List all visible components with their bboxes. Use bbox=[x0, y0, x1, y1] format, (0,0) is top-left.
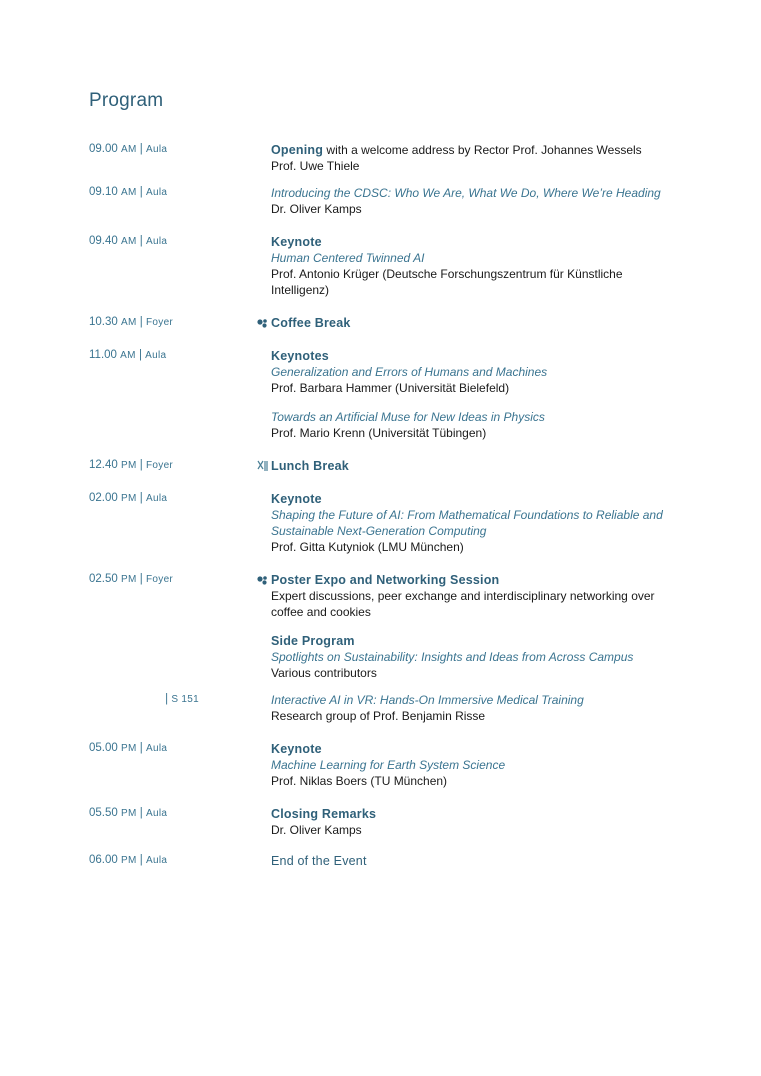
program-entry bbox=[89, 572, 689, 681]
entry-room: Foyer bbox=[146, 317, 174, 328]
side-program-heading: Side Program bbox=[271, 634, 355, 648]
entry-time-separator: | bbox=[139, 742, 143, 754]
program-entry bbox=[89, 348, 689, 441]
entry-time-ampm: PM bbox=[120, 855, 137, 866]
entry-body bbox=[199, 572, 689, 681]
entry-time-value: 10.30 bbox=[89, 316, 118, 328]
entry-time-ampm: PM bbox=[120, 808, 137, 819]
entry-time bbox=[89, 185, 199, 198]
entry-subhead: Shaping the Future of AI: From Mathematical Foundations to Reliable and Sustainable Next-Generation Computing bbox=[271, 508, 663, 538]
entry-time-separator: | bbox=[139, 316, 143, 328]
entry-time bbox=[89, 315, 199, 328]
entry-time-value: 05.00 bbox=[89, 742, 118, 754]
entry-time-value: 02.50 bbox=[89, 573, 118, 585]
entry-detail: Dr. Oliver Kamps bbox=[271, 202, 362, 216]
program-entry bbox=[89, 491, 689, 555]
entry-heading-rest: with a welcome address by Rector Prof. Johannes Wessels bbox=[323, 143, 642, 157]
entry-extra bbox=[271, 409, 689, 441]
entry-body bbox=[199, 234, 689, 298]
program-entry bbox=[89, 234, 689, 298]
entry-heading: Keynotes bbox=[271, 349, 329, 363]
entry-time bbox=[89, 491, 199, 504]
entry-time-separator: | bbox=[139, 854, 143, 866]
side-program bbox=[271, 633, 689, 681]
entry-detail: Prof. Uwe Thiele bbox=[271, 159, 360, 173]
entry-body bbox=[199, 348, 689, 441]
entry-room: Aula bbox=[146, 743, 168, 754]
entry-time-ampm: PM bbox=[120, 574, 137, 585]
program-entry bbox=[89, 853, 689, 869]
entry-subhead: Introducing the CDSC: Who We Are, What We Do, Where We’re Heading bbox=[271, 186, 661, 200]
entry-heading bbox=[271, 142, 689, 158]
entry-room: Aula bbox=[145, 350, 167, 361]
entry-room: Foyer bbox=[146, 574, 174, 585]
entry-extra-detail: Prof. Mario Krenn (Universität Tübingen) bbox=[271, 426, 487, 440]
entry-heading: Keynote bbox=[271, 742, 322, 756]
entry-time-value: 12.40 bbox=[89, 459, 118, 471]
side-program-room-detail: Research group of Prof. Benjamin Risse bbox=[271, 709, 486, 723]
entry-time-separator: | bbox=[139, 573, 143, 585]
entry-time-ampm: PM bbox=[120, 460, 137, 471]
side-program-room-time bbox=[89, 692, 199, 705]
entry-time bbox=[89, 348, 199, 361]
entry-heading: Closing Remarks bbox=[271, 807, 377, 821]
entry-heading: Lunch Break bbox=[271, 459, 349, 473]
entry-body bbox=[199, 142, 689, 174]
coffee-icon bbox=[256, 317, 269, 330]
entry-body bbox=[199, 853, 689, 869]
entry-detail: Expert discussions, peer exchange and interdisciplinary networking over coffee and cookies bbox=[271, 589, 655, 619]
side-program-detail: Various contributors bbox=[271, 666, 377, 680]
entry-room: Aula bbox=[146, 236, 168, 247]
entry-time bbox=[89, 142, 199, 155]
side-program-room-entry bbox=[89, 692, 689, 724]
entry-time-value: 09.40 bbox=[89, 235, 118, 247]
entry-time-ampm: AM bbox=[120, 350, 136, 361]
program-entry bbox=[89, 315, 689, 331]
entry-body bbox=[199, 741, 689, 789]
entry-heading: End of the Event bbox=[271, 854, 367, 868]
entry-time-ampm: AM bbox=[120, 187, 137, 198]
entry-subhead: Generalization and Errors of Humans and Machines bbox=[271, 365, 548, 379]
entry-extra-subhead: Towards an Artificial Muse for New Ideas in Physics bbox=[271, 410, 545, 424]
side-program-room: S 151 bbox=[171, 694, 199, 705]
entry-time bbox=[89, 572, 199, 585]
entry-heading-caps: Opening bbox=[271, 143, 324, 157]
program-entry bbox=[89, 458, 689, 474]
entry-body bbox=[199, 806, 689, 838]
entry-body bbox=[199, 185, 689, 217]
entry-time-separator: | bbox=[138, 349, 142, 361]
entry-time bbox=[89, 853, 199, 866]
entry-detail: Prof. Niklas Boers (TU München) bbox=[271, 774, 448, 788]
entry-time-value: 11.00 bbox=[89, 349, 117, 361]
entry-body bbox=[199, 315, 689, 331]
entry-heading: Keynote bbox=[271, 492, 322, 506]
entry-time bbox=[89, 806, 199, 819]
entry-detail: Prof. Gitta Kutyniok (LMU München) bbox=[271, 540, 464, 554]
entry-time bbox=[89, 458, 199, 471]
entry-detail: Prof. Antonio Krüger (Deutsche Forschungszentrum für Künstliche Intelligenz) bbox=[271, 267, 623, 297]
entry-time-value: 05.50 bbox=[89, 807, 118, 819]
program-list bbox=[89, 142, 689, 878]
entry-room: Aula bbox=[146, 808, 168, 819]
entry-body bbox=[199, 458, 689, 474]
entry-subhead: Human Centered Twinned AI bbox=[271, 251, 425, 265]
entry-time-value: 09.00 bbox=[89, 143, 118, 155]
entry-detail: Prof. Barbara Hammer (Universität Bielefeld) bbox=[271, 381, 510, 395]
entry-time-ampm: AM bbox=[120, 317, 137, 328]
program-entry bbox=[89, 741, 689, 789]
entry-body bbox=[199, 491, 689, 555]
program-entry bbox=[89, 142, 689, 174]
entry-time-ampm: AM bbox=[120, 236, 137, 247]
entry-room: Aula bbox=[146, 187, 168, 198]
entry-time-ampm: PM bbox=[120, 743, 137, 754]
entry-time-value: 09.10 bbox=[89, 186, 118, 198]
entry-time-ampm: AM bbox=[120, 144, 137, 155]
entry-time-separator: | bbox=[139, 186, 143, 198]
entry-room: Foyer bbox=[146, 460, 174, 471]
side-program-room-subhead: Interactive AI in VR: Hands-On Immersive Medical Training bbox=[271, 693, 584, 707]
entry-time-separator: | bbox=[139, 235, 143, 247]
entry-time-value: 02.00 bbox=[89, 492, 118, 504]
coffee-icon bbox=[256, 574, 269, 587]
side-program-subhead: Spotlights on Sustainability: Insights and Ideas from Across Campus bbox=[271, 650, 634, 664]
program-entry bbox=[89, 185, 689, 217]
page-title: Program bbox=[89, 90, 164, 111]
entry-time-separator: | bbox=[139, 459, 143, 471]
entry-time bbox=[89, 741, 199, 754]
entry-room: Aula bbox=[146, 144, 168, 155]
entry-subhead: Machine Learning for Earth System Science bbox=[271, 758, 506, 772]
entry-time bbox=[89, 234, 199, 247]
entry-detail: Dr. Oliver Kamps bbox=[271, 823, 362, 837]
entry-heading: Coffee Break bbox=[271, 316, 351, 330]
program-entry bbox=[89, 806, 689, 838]
entry-time-separator: | bbox=[139, 807, 143, 819]
entry-heading: Poster Expo and Networking Session bbox=[271, 573, 500, 587]
entry-time-value: 06.00 bbox=[89, 854, 118, 866]
side-program-room-body bbox=[199, 692, 689, 724]
entry-time-separator: | bbox=[139, 492, 143, 504]
cutlery-icon bbox=[256, 460, 269, 473]
entry-time-separator: | bbox=[139, 143, 143, 155]
entry-time-ampm: PM bbox=[120, 493, 137, 504]
entry-room: Aula bbox=[146, 855, 168, 866]
side-program-separator: | bbox=[165, 693, 169, 705]
entry-room: Aula bbox=[146, 493, 168, 504]
entry-heading: Keynote bbox=[271, 235, 322, 249]
